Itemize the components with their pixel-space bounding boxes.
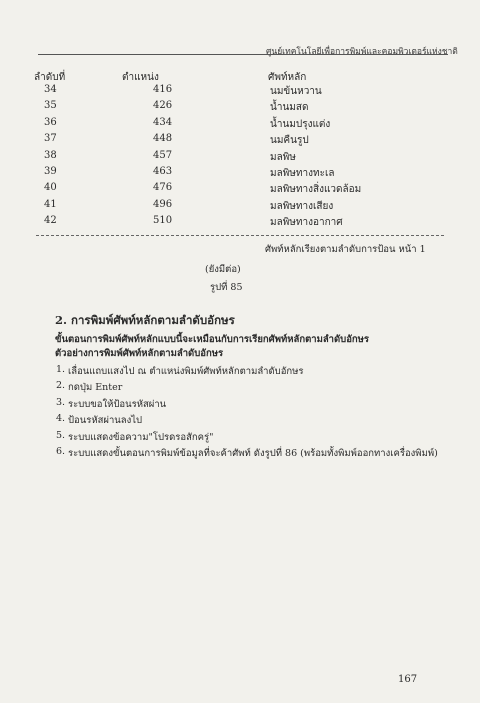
row-word: น้ำนมปรุงแต่ง: [270, 118, 331, 130]
section-subheading: ตัวอย่างการพิมพ์ศัพท์หลักตามลำดับอักษร: [55, 348, 224, 359]
row-number: 39: [44, 165, 57, 177]
row-word: มลพิษ: [270, 151, 296, 163]
step-number: 4.: [56, 413, 66, 425]
continued-note: (ยังมีต่อ): [205, 264, 241, 275]
list-item: [56, 380, 456, 396]
list-item: [56, 364, 456, 380]
row-position: 463: [153, 165, 173, 177]
list-item: [56, 430, 456, 446]
row-position: 416: [153, 84, 173, 95]
step-text: ระบบแสดงข้อความ"โปรดรอสักครู่": [68, 431, 214, 443]
header-rule: [38, 54, 448, 55]
row-word: มลพิษทางสิ่งแวดล้อม: [270, 184, 362, 196]
running-header: ศูนย์เทคโนโลยีเพื่อการพิมพ์และคอมพิวเตอร์แห่งชาติ: [266, 47, 458, 57]
column-header-word: ศัพท์หลัก: [268, 72, 307, 83]
column-header-number: ลำดับที่: [34, 72, 66, 83]
table-row: [0, 166, 480, 182]
keyword-table: [0, 84, 480, 232]
table-row: [0, 150, 480, 166]
figure-caption: รูปที่ 85: [210, 282, 243, 293]
column-header-position: ตำแหน่ง: [122, 72, 159, 83]
list-item: [56, 446, 456, 462]
section-title: 2. การพิมพ์ศัพท์หลักตามลำดับอักษร: [55, 313, 235, 327]
row-word: นมคืนรูป: [270, 135, 309, 147]
table-row: [0, 215, 480, 231]
row-number: 37: [44, 133, 57, 145]
table-row: [0, 199, 480, 215]
row-number: 41: [44, 198, 57, 210]
row-position: 448: [153, 133, 173, 145]
step-text: เลื่อนแถบแสงไป ณ ตำแหน่งพิมพ์ศัพท์หลักตามลำดับอักษร: [68, 366, 304, 377]
row-number: 34: [44, 84, 57, 95]
row-number: 36: [44, 116, 57, 128]
row-word: มลพิษทางอากาศ: [270, 217, 343, 229]
row-number: 40: [44, 182, 57, 194]
row-number: 42: [44, 215, 57, 227]
row-position: 434: [153, 116, 173, 128]
step-number: 2.: [56, 380, 66, 392]
step-text: ป้อนรหัสผ่านลงไป: [68, 415, 143, 427]
table-row: [0, 117, 480, 133]
step-text: ระบบแสดงขั้นตอนการพิมพ์ข้อมูลที่จะค้าศัพท์ ดังรูปที่ 86 (พร้อมทั้งพิมพ์ออกทางเครื่องพิมพ์): [68, 447, 438, 459]
row-number: 35: [44, 100, 57, 112]
table-row: [0, 84, 480, 100]
row-word: มลพิษทางเสียง: [270, 200, 334, 212]
list-item: [56, 413, 456, 429]
page-number: 167: [398, 674, 418, 685]
table-row: [0, 133, 480, 149]
step-number: 3.: [56, 396, 66, 408]
steps-list: [56, 364, 456, 462]
step-number: 5.: [56, 429, 66, 441]
step-number: 1.: [56, 364, 66, 375]
row-position: 510: [153, 215, 173, 227]
row-word: มลพิษทางทะเล: [270, 167, 335, 179]
table-bottom-rule: [36, 235, 444, 236]
screen-footer-caption: ศัพท์หลักเรียงตามลำดับการป้อน หน้า 1: [265, 244, 426, 255]
row-position: 476: [153, 182, 173, 194]
list-item: [56, 397, 456, 413]
section-intro: ขั้นตอนการพิมพ์ศัพท์หลักแบบนี้จะเหมือนกับการเรียกศัพท์หลักตามลำดับอักษร: [55, 334, 370, 345]
row-position: 457: [153, 149, 173, 161]
row-number: 38: [44, 149, 57, 161]
row-position: 426: [153, 100, 173, 112]
table-row: [0, 100, 480, 116]
step-text: ระบบขอให้ป้อนรหัสผ่าน: [68, 398, 167, 410]
step-number: 6.: [56, 445, 66, 457]
row-word: น้ำนมสด: [270, 102, 309, 114]
row-position: 496: [153, 198, 173, 210]
row-word: นมข้นหวาน: [270, 86, 322, 97]
step-text: กดปุ่ม Enter: [68, 382, 123, 394]
table-row: [0, 182, 480, 198]
